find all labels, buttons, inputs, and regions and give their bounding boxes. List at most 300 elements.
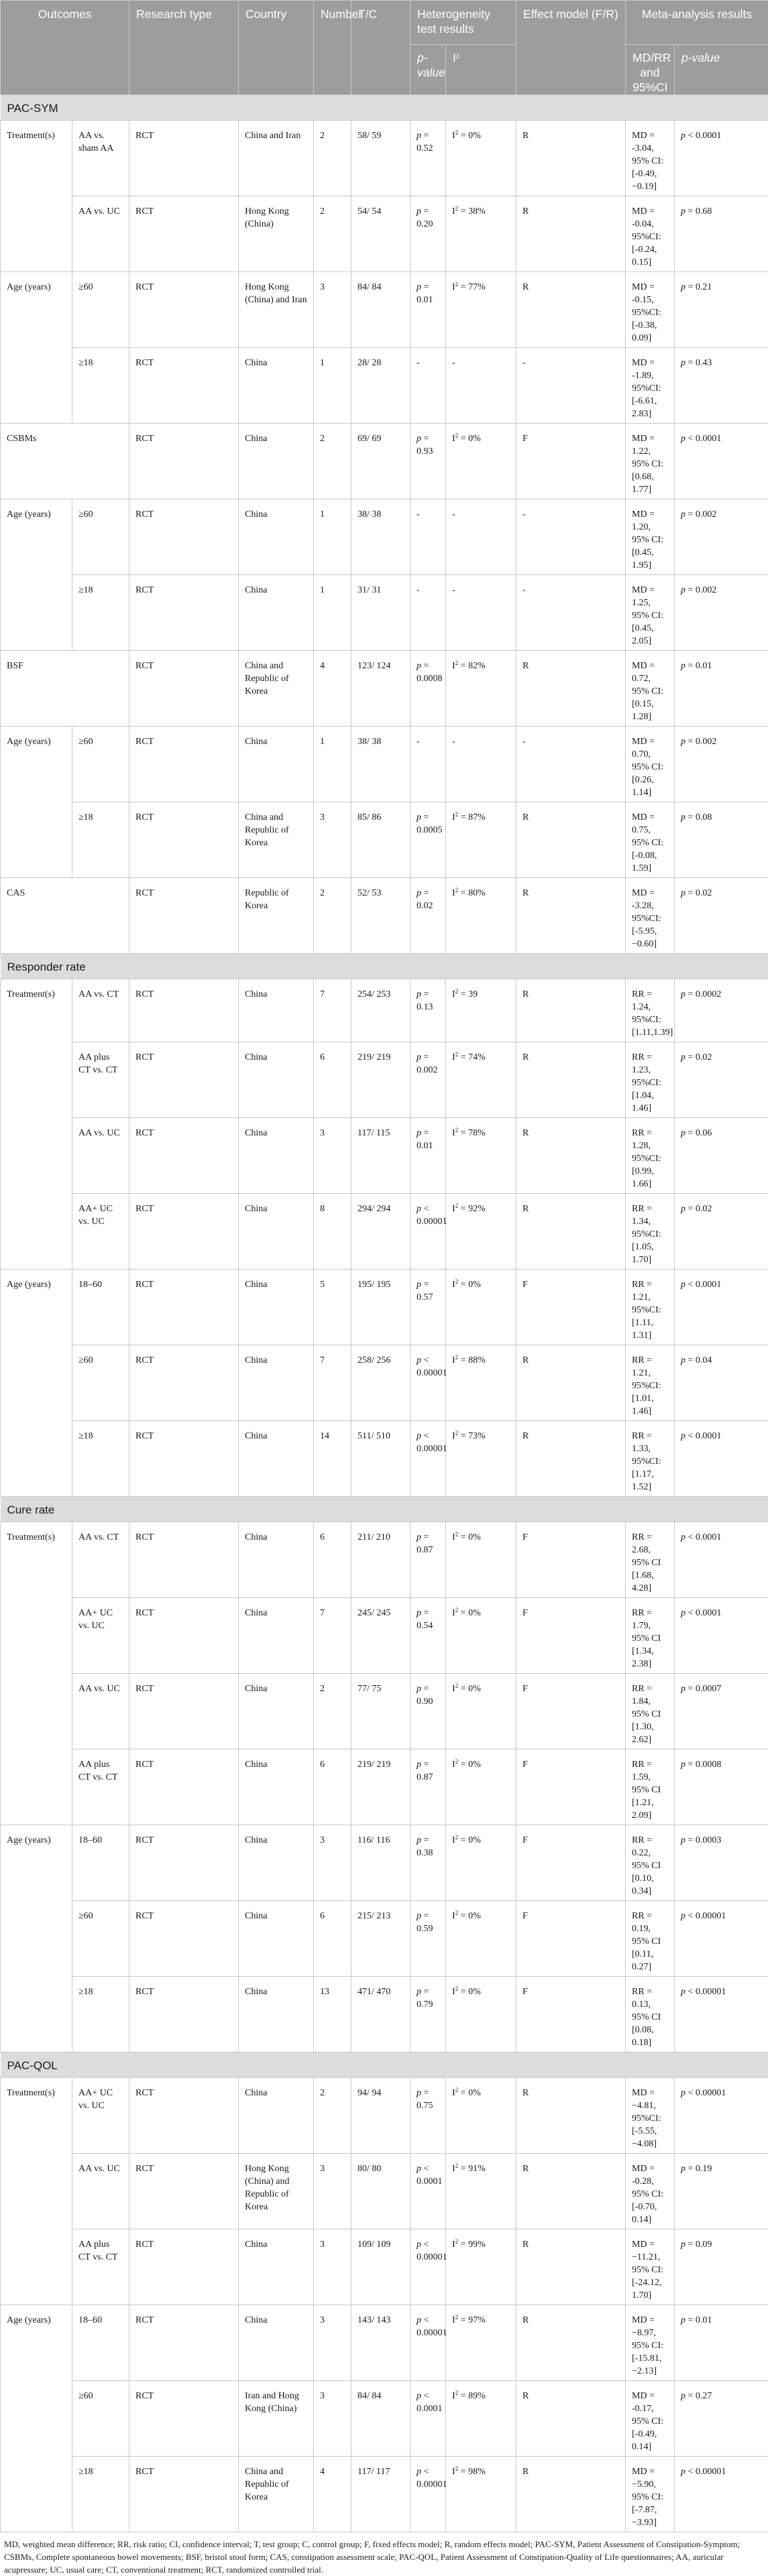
section-header-row — [1, 1497, 768, 1522]
research-type-cell: RCT — [129, 1598, 239, 1674]
i2-cell: $I^2 = 0\%$ — [446, 1270, 516, 1345]
number-cell: 4 — [314, 2457, 351, 2532]
number-cell: 1 — [314, 348, 351, 424]
heterogeneity-p-cell: p = 0.38 — [410, 1825, 446, 1901]
i2-cell: $I^2 = 87\%$ — [446, 802, 516, 878]
superscript-two: 2 — [455, 1758, 459, 1765]
country-cell: China — [239, 1750, 314, 1825]
header-heterogeneity: Heterogeneity test results — [410, 1, 516, 45]
i2-cell: $I^2 = 0\%$ — [446, 1598, 516, 1674]
table-row — [1, 1522, 768, 1598]
p-symbol: p — [681, 282, 685, 292]
tc-cell: 245/ 245 — [351, 1598, 410, 1674]
research-type-cell: RCT — [129, 121, 239, 196]
meta-p-cell: p = 0.27 — [675, 2381, 768, 2457]
tc-cell: 31/ 31 — [351, 575, 410, 651]
country-cell: Republic of Korea — [239, 878, 314, 954]
superscript-two: 2 — [455, 1051, 459, 1058]
superscript-two: 2 — [455, 1203, 459, 1209]
header-i2: $I^2$ — [446, 45, 516, 95]
ci-cell: MD = 0.75, 95% CI: [-0.08, 1.59] — [626, 802, 675, 878]
table-row — [1, 424, 768, 499]
heterogeneity-p-cell: p = 0.01 — [410, 1118, 446, 1194]
ci-cell: RR = 0.13, 95% CI [0.08, 0.18] — [626, 1977, 675, 2052]
outcome-subgroup-cell: AA vs. UC — [72, 196, 129, 272]
superscript-two: 2 — [455, 811, 459, 818]
tc-cell: 117/ 117 — [351, 2457, 410, 2532]
table-row — [1, 1977, 768, 2052]
country-cell: China — [239, 1977, 314, 2052]
p-symbol: p — [417, 989, 421, 999]
p-symbol: p — [681, 509, 685, 519]
research-type-cell: RCT — [129, 1674, 239, 1750]
ci-cell: MD = −5.90, 95% CI: [-7.87, −3.93] — [626, 2457, 675, 2532]
superscript-two: 2 — [455, 1985, 459, 1992]
country-cell: Iran and Hong Kong (China) — [239, 2381, 314, 2457]
outcome-group-cell: Treatment(s) — [1, 1522, 72, 1825]
meta-p-cell: p < 0.0001 — [675, 424, 768, 499]
p-symbol: p — [417, 206, 421, 217]
p-symbol: p — [417, 131, 421, 141]
i2-cell: - — [446, 348, 516, 424]
meta-p-cell: p = 0.01 — [675, 2305, 768, 2381]
country-cell: China — [239, 1194, 314, 1270]
p-symbol: p — [681, 1835, 685, 1845]
effect-model-cell: R — [516, 272, 626, 348]
i2-cell: $I^2 = 89\%$ — [446, 2381, 516, 2457]
meta-p-cell: p < 0.0001 — [675, 1421, 768, 1497]
superscript-two: 2 — [455, 432, 459, 439]
ci-cell: RR = 1.23, 95%CI: [1.04, 1.46] — [626, 1042, 675, 1118]
heterogeneity-p-cell: p = 0.57 — [410, 1270, 446, 1345]
outcome-group-cell: Age (years) — [1, 2305, 72, 2532]
i2-cell: $I^2 = 91\%$ — [446, 2154, 516, 2229]
number-cell: 3 — [314, 1118, 351, 1194]
header-meta-analysis: Meta-analysis results — [626, 1, 768, 45]
p-symbol: p — [417, 1608, 421, 1618]
superscript-two: 2 — [455, 1910, 459, 1916]
p-symbol: p — [681, 737, 685, 747]
tc-cell: 84/ 84 — [351, 2381, 410, 2457]
tc-cell: 54/ 54 — [351, 196, 410, 272]
i2-cell: $I^2 = 92\%$ — [446, 1194, 516, 1270]
p-symbol: p — [681, 1760, 685, 1770]
outcome-subgroup-cell: ≥60 — [72, 1901, 129, 1977]
ci-cell: MD = 1.25, 95% CI: [0.45, 2.05] — [626, 575, 675, 651]
p-symbol: p — [417, 2467, 421, 2477]
p-symbol: p — [681, 1128, 685, 1138]
ci-cell: RR = 0.22, 95% CI [0.10, 0.34] — [626, 1825, 675, 1901]
effect-model-cell: - — [516, 348, 626, 424]
p-symbol: p — [681, 434, 685, 444]
i2-cell: $I^2 = 0\%$ — [446, 2078, 516, 2154]
outcome-subgroup-cell: AA vs. UC — [72, 1118, 129, 1194]
p-symbol: p — [417, 1128, 421, 1138]
i2-cell: - — [446, 499, 516, 575]
tc-cell: 52/ 53 — [351, 878, 410, 954]
meta-p-cell: p = 0.01 — [675, 651, 768, 727]
country-cell: China — [239, 499, 314, 575]
header-effect-model: Effect model (F/R) — [516, 1, 626, 95]
tc-cell: 123/ 124 — [351, 651, 410, 727]
heterogeneity-p-cell: p < 0.00001 — [410, 2305, 446, 2381]
header-research-type: Research type — [129, 1, 239, 95]
superscript-two: 2 — [455, 2162, 459, 2169]
number-cell: 3 — [314, 2381, 351, 2457]
meta-p-cell: p < 0.00001 — [675, 1901, 768, 1977]
research-type-cell: RCT — [129, 196, 239, 272]
meta-p-cell: p = 0.02 — [675, 878, 768, 954]
ci-cell: RR = 1.21, 95%CI: [1.11, 1.31] — [626, 1270, 675, 1345]
p-symbol: p — [681, 812, 685, 822]
section-header-row — [1, 2052, 768, 2078]
meta-p-cell: p = 0.002 — [675, 727, 768, 802]
tc-cell: 143/ 143 — [351, 2305, 410, 2381]
heterogeneity-p-cell: p = 0.0005 — [410, 802, 446, 878]
superscript-two: 2 — [455, 2314, 459, 2321]
tc-cell: 69/ 69 — [351, 424, 410, 499]
i2-cell: $I^2 = 77\%$ — [446, 272, 516, 348]
i2-cell: $I^2 = 0\%$ — [446, 1522, 516, 1598]
meta-p-cell: p = 0.04 — [675, 1345, 768, 1421]
number-cell: 2 — [314, 424, 351, 499]
research-type-cell: RCT — [129, 1118, 239, 1194]
research-type-cell: RCT — [129, 424, 239, 499]
tc-cell: 511/ 510 — [351, 1421, 410, 1497]
outcome-subgroup-cell: 18–60 — [72, 1825, 129, 1901]
ci-cell: MD = -3.28, 95%CI: [-5.95, −0.60] — [626, 878, 675, 954]
effect-model-cell: F — [516, 1901, 626, 1977]
outcome-subgroup-cell: AA vs. sham AA — [72, 121, 129, 196]
outcome-group-cell: Age (years) — [1, 499, 72, 651]
p-symbol: p — [417, 2315, 421, 2325]
p-symbol: p — [417, 1355, 421, 1365]
table-row — [1, 575, 768, 651]
table-row — [1, 1042, 768, 1118]
outcome-subgroup-cell: AA plus CT vs. CT — [72, 1750, 129, 1825]
ci-cell: MD = 0.72, 95% CI: [0.15, 1.28] — [626, 651, 675, 727]
country-cell: China and Iran — [239, 121, 314, 196]
table-row — [1, 2229, 768, 2305]
tc-cell: 211/ 210 — [351, 1522, 410, 1598]
heterogeneity-p-cell: p < 0.0001 — [410, 2154, 446, 2229]
ci-cell: MD = -0.15, 95%CI: [-0.38, 0.09] — [626, 272, 675, 348]
p-symbol: p — [681, 1608, 685, 1618]
ci-cell: MD = −8.97, 95% CI: [-15.81, −2.13] — [626, 2305, 675, 2381]
effect-model-cell: R — [516, 979, 626, 1042]
p-symbol: p — [681, 661, 685, 671]
meta-p-cell: p = 0.0007 — [675, 1674, 768, 1750]
table-row — [1, 1421, 768, 1497]
table-row — [1, 1345, 768, 1421]
table-row — [1, 1750, 768, 1825]
table-row — [1, 1901, 768, 1977]
p-symbol: p — [417, 2088, 421, 2098]
superscript-two: 2 — [455, 2087, 459, 2093]
superscript-two: 2 — [455, 1354, 459, 1361]
effect-model-cell: F — [516, 1674, 626, 1750]
header-country: Country — [239, 1, 314, 95]
outcome-subgroup-cell: 18–60 — [72, 1270, 129, 1345]
p-symbol: p — [417, 812, 421, 822]
tc-cell: 215/ 213 — [351, 1901, 410, 1977]
heterogeneity-p-cell: p < 0.00001 — [410, 1345, 446, 1421]
outcome-group-cell: Treatment(s) — [1, 979, 72, 1270]
heterogeneity-p-cell: p = 0.87 — [410, 1750, 446, 1825]
i2-cell: - — [446, 727, 516, 802]
outcome-group-cell: Age (years) — [1, 727, 72, 878]
p-symbol: p — [417, 661, 421, 671]
i2-cell: $I^2 = 98\%$ — [446, 2457, 516, 2532]
i2-cell: $I^2 = 80\%$ — [446, 878, 516, 954]
i2-cell: $I^2 = 0\%$ — [446, 1825, 516, 1901]
number-cell: 3 — [314, 2154, 351, 2229]
section-title: PAC-SYM — [1, 95, 768, 121]
research-type-cell: RCT — [129, 1977, 239, 2052]
tc-cell: 38/ 38 — [351, 727, 410, 802]
outcome-group-cell: Treatment(s) — [1, 121, 72, 272]
outcome-subgroup-cell: AA vs. CT — [72, 1522, 129, 1598]
i2-cell: $I^2 = 99\%$ — [446, 2229, 516, 2305]
outcome-subgroup-cell: ≥18 — [72, 575, 129, 651]
header-number: Number — [314, 1, 351, 95]
table-row — [1, 272, 768, 348]
number-cell: 3 — [314, 802, 351, 878]
tc-cell: 94/ 94 — [351, 2078, 410, 2154]
effect-model-cell: R — [516, 651, 626, 727]
heterogeneity-p-cell: - — [410, 348, 446, 424]
p-symbol: p — [681, 2391, 685, 2401]
country-cell: China — [239, 1901, 314, 1977]
heterogeneity-p-cell: p = 0.0008 — [410, 651, 446, 727]
superscript-two: 2 — [455, 1127, 459, 1133]
header-heterogeneity-p: p-value — [410, 45, 446, 95]
research-type-cell: RCT — [129, 499, 239, 575]
tc-cell: 38/ 38 — [351, 499, 410, 575]
heterogeneity-p-cell: p = 0.02 — [410, 878, 446, 954]
country-cell: China — [239, 1522, 314, 1598]
heterogeneity-p-cell: p = 0.90 — [410, 1674, 446, 1750]
ci-cell: RR = 1.24, 95%CI: [1.11,1.39] — [626, 979, 675, 1042]
superscript-two: 2 — [455, 1607, 459, 1613]
i2-cell: $I^2 = 0\%$ — [446, 424, 516, 499]
meta-p-cell: p = 0.09 — [675, 2229, 768, 2305]
p-symbol: p — [681, 2467, 685, 2477]
effect-model-cell: R — [516, 878, 626, 954]
ci-cell: RR = 1.59, 95% CI [1.21, 2.09] — [626, 1750, 675, 1825]
research-type-cell: RCT — [129, 979, 239, 1042]
country-cell: China — [239, 348, 314, 424]
meta-p-cell: p < 0.0001 — [675, 1598, 768, 1674]
heterogeneity-p-cell: p < 0.00001 — [410, 1421, 446, 1497]
table-row — [1, 979, 768, 1042]
research-type-cell: RCT — [129, 1522, 239, 1598]
table-row — [1, 196, 768, 272]
heterogeneity-p-cell: - — [410, 727, 446, 802]
i2-cell: $I^2 = 39$ — [446, 979, 516, 1042]
effect-model-cell: R — [516, 1118, 626, 1194]
effect-model-cell: F — [516, 1750, 626, 1825]
outcome-subgroup-cell: AA+ UC vs. UC — [72, 2078, 129, 2154]
table-body — [1, 95, 768, 2532]
number-cell: 6 — [314, 1901, 351, 1977]
meta-p-cell: p < 0.00001 — [675, 2457, 768, 2532]
i2-cell: $I^2 = 82\%$ — [446, 651, 516, 727]
i2-cell: $I^2 = 97\%$ — [446, 2305, 516, 2381]
section-header-row — [1, 95, 768, 121]
outcome-subgroup-cell: 18–60 — [72, 2305, 129, 2381]
number-cell: 2 — [314, 196, 351, 272]
outcome-subgroup-cell: ≥60 — [72, 499, 129, 575]
effect-model-cell: F — [516, 1598, 626, 1674]
tc-cell: 28/ 28 — [351, 348, 410, 424]
tc-cell: 58/ 59 — [351, 121, 410, 196]
heterogeneity-p-cell: p = 0.75 — [410, 2078, 446, 2154]
research-type-cell: RCT — [129, 2305, 239, 2381]
effect-model-cell: R — [516, 121, 626, 196]
meta-p-cell: p = 0.02 — [675, 1194, 768, 1270]
table-row — [1, 2457, 768, 2532]
section-title: PAC-QOL — [1, 2052, 768, 2078]
table-row — [1, 2305, 768, 2381]
effect-model-cell: R — [516, 1421, 626, 1497]
research-type-cell: RCT — [129, 651, 239, 727]
outcome-subgroup-cell: AA plus CT vs. CT — [72, 2229, 129, 2305]
research-type-cell: RCT — [129, 1750, 239, 1825]
heterogeneity-p-cell: p = 0.54 — [410, 1598, 446, 1674]
ci-cell: MD = -1.89, 95%CI: [-6.61, 2.83] — [626, 348, 675, 424]
p-symbol: p — [417, 1835, 421, 1845]
number-cell: 8 — [314, 1194, 351, 1270]
ci-cell: RR = 2.68, 95% CI [1.68, 4.28] — [626, 1522, 675, 1598]
superscript-two: 2 — [455, 1278, 459, 1285]
number-cell: 4 — [314, 651, 351, 727]
header-meta-p: p-value — [675, 45, 768, 95]
i2-cell: $I^2 = 0\%$ — [446, 121, 516, 196]
number-cell: 3 — [314, 2305, 351, 2381]
effect-model-cell: R — [516, 2305, 626, 2381]
p-symbol: p — [681, 1204, 685, 1214]
heterogeneity-p-cell: p = 0.87 — [410, 1522, 446, 1598]
meta-p-cell: p < 0.0001 — [675, 1522, 768, 1598]
i2-cell: $I^2 = 78\%$ — [446, 1118, 516, 1194]
country-cell: China — [239, 1118, 314, 1194]
effect-model-cell: F — [516, 1825, 626, 1901]
p-symbol: p — [681, 2240, 685, 2250]
meta-p-cell: p = 0.19 — [675, 2154, 768, 2229]
meta-p-cell: p < 0.00001 — [675, 2078, 768, 2154]
table-row — [1, 651, 768, 727]
p-symbol: p — [681, 1987, 685, 1997]
meta-p-cell: p = 0.68 — [675, 196, 768, 272]
country-cell: China — [239, 1421, 314, 1497]
heterogeneity-p-cell: p < 0.00001 — [410, 2229, 446, 2305]
header-md-rr-ci: MD/RR and 95%CI — [626, 45, 675, 95]
effect-model-cell: - — [516, 575, 626, 651]
outcome-subgroup-cell: ≥18 — [72, 1977, 129, 2052]
p-symbol: p — [417, 2240, 421, 2250]
number-cell: 2 — [314, 1674, 351, 1750]
p-symbol: p — [681, 1280, 685, 1290]
superscript-two: 2 — [455, 281, 459, 288]
ci-cell: MD = 1.22, 95% CI: [0.68, 1.77] — [626, 424, 675, 499]
ci-cell: RR = 1.33, 95%CI: [1.17, 1.52] — [626, 1421, 675, 1497]
meta-p-cell: p < 0.0001 — [675, 1270, 768, 1345]
outcome-subgroup-cell: ≥18 — [72, 348, 129, 424]
i2-cell: $I^2 = 0\%$ — [446, 1977, 516, 2052]
superscript-two: 2 — [455, 2390, 459, 2396]
research-type-cell: RCT — [129, 727, 239, 802]
number-cell: 7 — [314, 1598, 351, 1674]
header-tc: T/C — [351, 1, 410, 95]
research-type-cell: RCT — [129, 348, 239, 424]
p-symbol: p — [417, 1760, 421, 1770]
heterogeneity-p-cell: p = 0.59 — [410, 1901, 446, 1977]
table-row — [1, 802, 768, 878]
effect-model-cell: F — [516, 1977, 626, 2052]
effect-model-cell: F — [516, 1270, 626, 1345]
research-type-cell: RCT — [129, 575, 239, 651]
number-cell: 6 — [314, 1750, 351, 1825]
number-cell: 5 — [314, 1270, 351, 1345]
research-type-cell: RCT — [129, 2457, 239, 2532]
country-cell: Hong Kong (China) and Republic of Korea — [239, 2154, 314, 2229]
effect-model-cell: R — [516, 2381, 626, 2457]
p-symbol: p — [681, 888, 685, 898]
outcome-subgroup-cell: ≥60 — [72, 727, 129, 802]
outcome-subgroup-cell: ≥18 — [72, 802, 129, 878]
outcome-subgroup-cell: AA+ UC vs. UC — [72, 1194, 129, 1270]
meta-p-cell: p = 0.002 — [675, 499, 768, 575]
superscript-two: 2 — [455, 1834, 459, 1841]
number-cell: 2 — [314, 878, 351, 954]
heterogeneity-p-cell: p < 0.00001 — [410, 2457, 446, 2532]
section-title: Cure rate — [1, 1497, 768, 1522]
table-row — [1, 1118, 768, 1194]
research-type-cell: RCT — [129, 1421, 239, 1497]
country-cell: China and Republic of Korea — [239, 802, 314, 878]
research-type-cell: RCT — [129, 802, 239, 878]
ci-cell: RR = 0.19, 95% CI [0.11, 0.27] — [626, 1901, 675, 1977]
superscript-two: 2 — [455, 660, 459, 666]
p-symbol: p — [681, 131, 685, 141]
number-cell: 2 — [314, 2078, 351, 2154]
superscript-two: 2 — [455, 1531, 459, 1538]
ci-cell: MD = −11.21, 95% CI: [-24.12, 1.70] — [626, 2229, 675, 2305]
p-symbol: p — [681, 1911, 685, 1921]
meta-p-cell: p < 0.0001 — [675, 121, 768, 196]
number-cell: 13 — [314, 1977, 351, 2052]
ci-cell: RR = 1.34, 95%CI: [1.05, 1.70] — [626, 1194, 675, 1270]
meta-p-cell: p = 0.06 — [675, 1118, 768, 1194]
effect-model-cell: R — [516, 196, 626, 272]
outcome-subgroup-cell: AA vs. UC — [72, 2154, 129, 2229]
outcome-group-cell: Age (years) — [1, 1270, 72, 1497]
number-cell: 6 — [314, 1522, 351, 1598]
ci-cell: MD = -0.04, 95%CI: [-0.24, 0.15] — [626, 196, 675, 272]
p-symbol: p — [681, 989, 685, 999]
outcome-subgroup-cell: AA vs. UC — [72, 1674, 129, 1750]
p-symbol: p — [417, 2164, 421, 2174]
tc-cell: 254/ 253 — [351, 979, 410, 1042]
p-symbol: p — [417, 282, 421, 292]
table-row — [1, 1194, 768, 1270]
research-type-cell: RCT — [129, 2229, 239, 2305]
header-outcomes: Outcomes — [1, 1, 129, 95]
outcome-subgroup-cell: AA vs. CT — [72, 979, 129, 1042]
p-symbol: p — [417, 1280, 421, 1290]
effect-model-cell: - — [516, 499, 626, 575]
